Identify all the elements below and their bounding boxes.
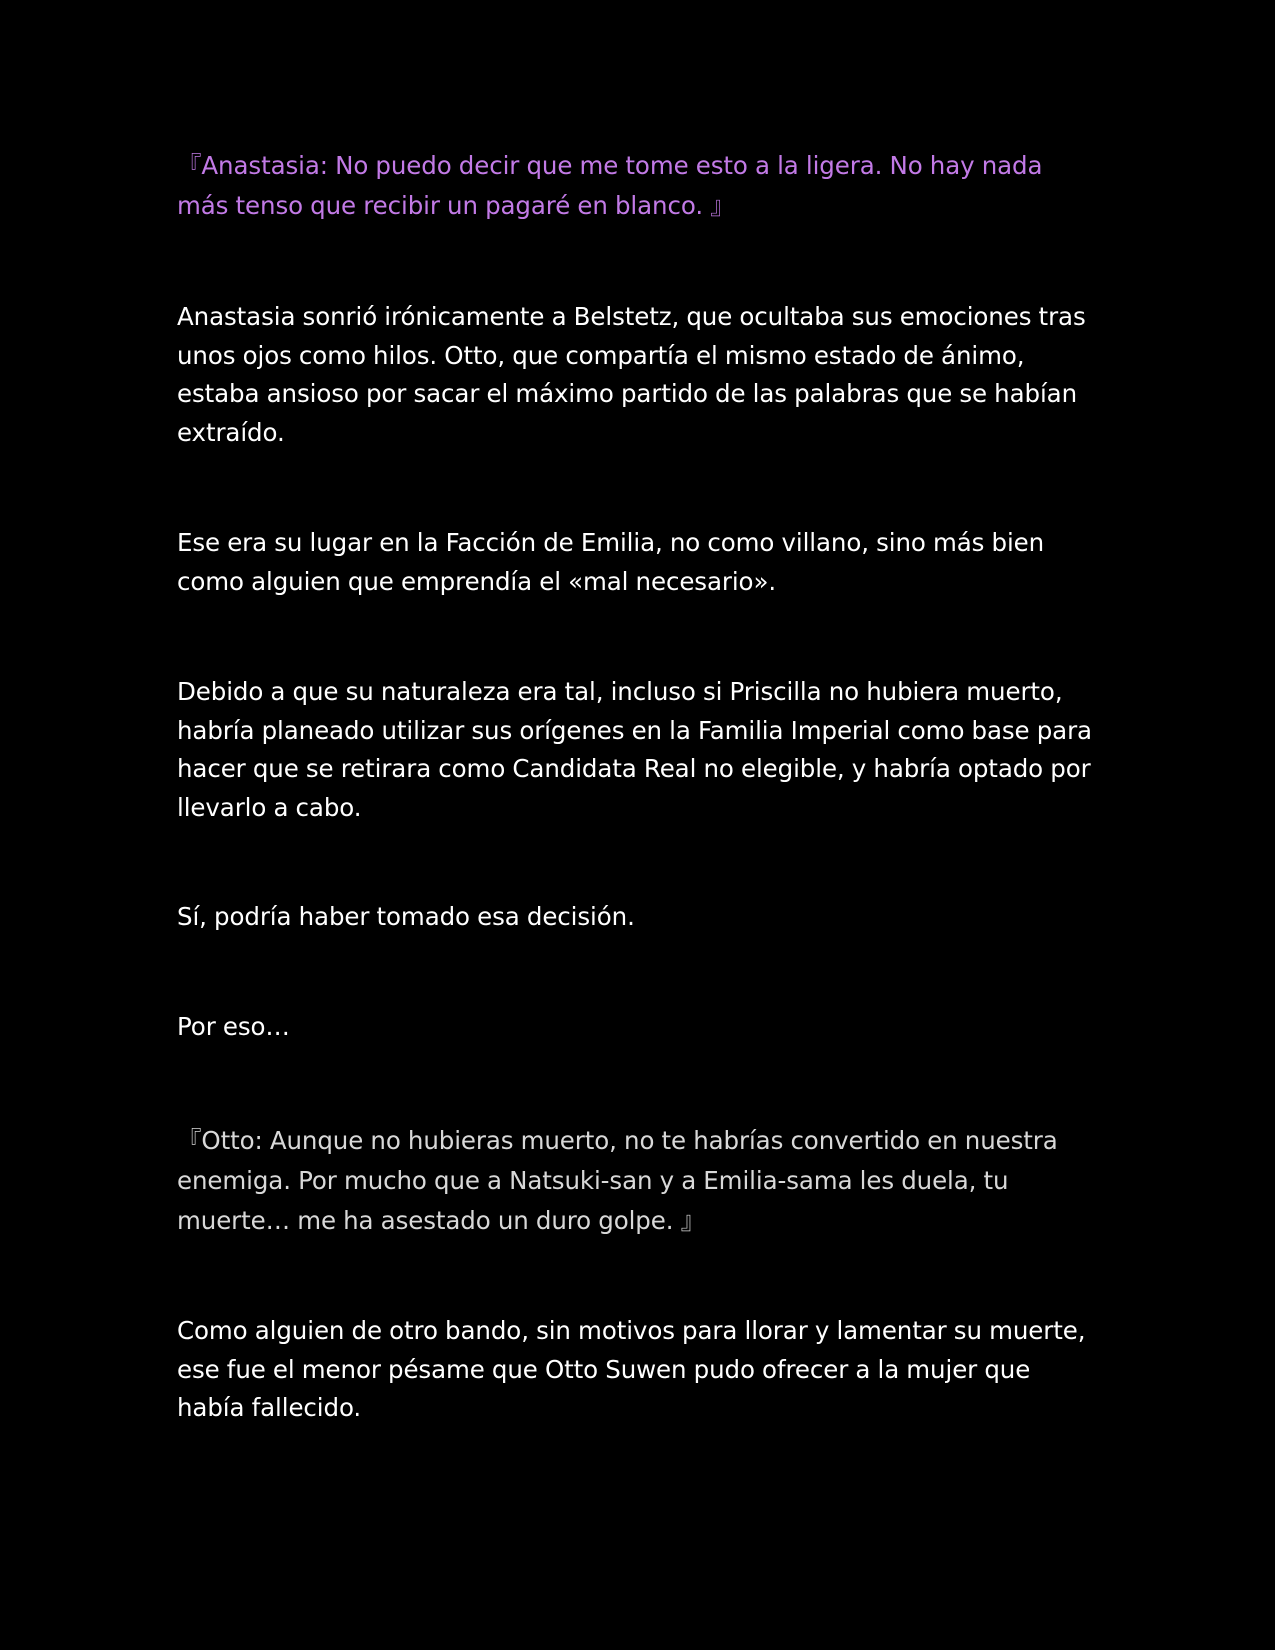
narration-paragraph: Anastasia sonrió irónicamente a Belstetz, que ocultaba sus emociones tras unos ojos como hilos. Otto, que compartía el mismo estado de ánimo, estaba ansioso por sacar el máximo partido de las palabras que se habían extraído. — [177, 302, 1086, 447]
dialogue-otto: 『Otto: Aunque no hubieras muerto, no te habrías convertido en nuestra enemiga. Por mucho que a Natsuki-san y a Emilia-sama les duela, tu muerte… me ha asestado un duro golpe. 』 — [177, 1126, 1058, 1235]
narration-paragraph: Como alguien de otro bando, sin motivos para llorar y lamentar su muerte, ese fue el menor pésame que Otto Suwen pudo ofrecer a la mujer que había fallecido. — [177, 1316, 1086, 1422]
dialogue-anastasia: 『Anastasia: No puedo decir que me tome esto a la ligera. No hay nada más tenso que recibir un pagaré en blanco. 』 — [177, 151, 1043, 220]
narration-paragraph: Sí, podría haber tomado esa decisión. — [177, 902, 635, 931]
narration-paragraph: Ese era su lugar en la Facción de Emilia, no como villano, sino más bien como alguien que emprendía el «mal necesario». — [177, 528, 1045, 596]
narration-paragraph: Por eso… — [177, 1012, 290, 1041]
narration-paragraph: Debido a que su naturaleza era tal, incluso si Priscilla no hubiera muerto, habría planeado utilizar sus orígenes en la Familia Imperial como base para hacer que se retirara como Candidata Real no elegible, y habría optado por llevarlo a cabo. — [177, 677, 1092, 822]
